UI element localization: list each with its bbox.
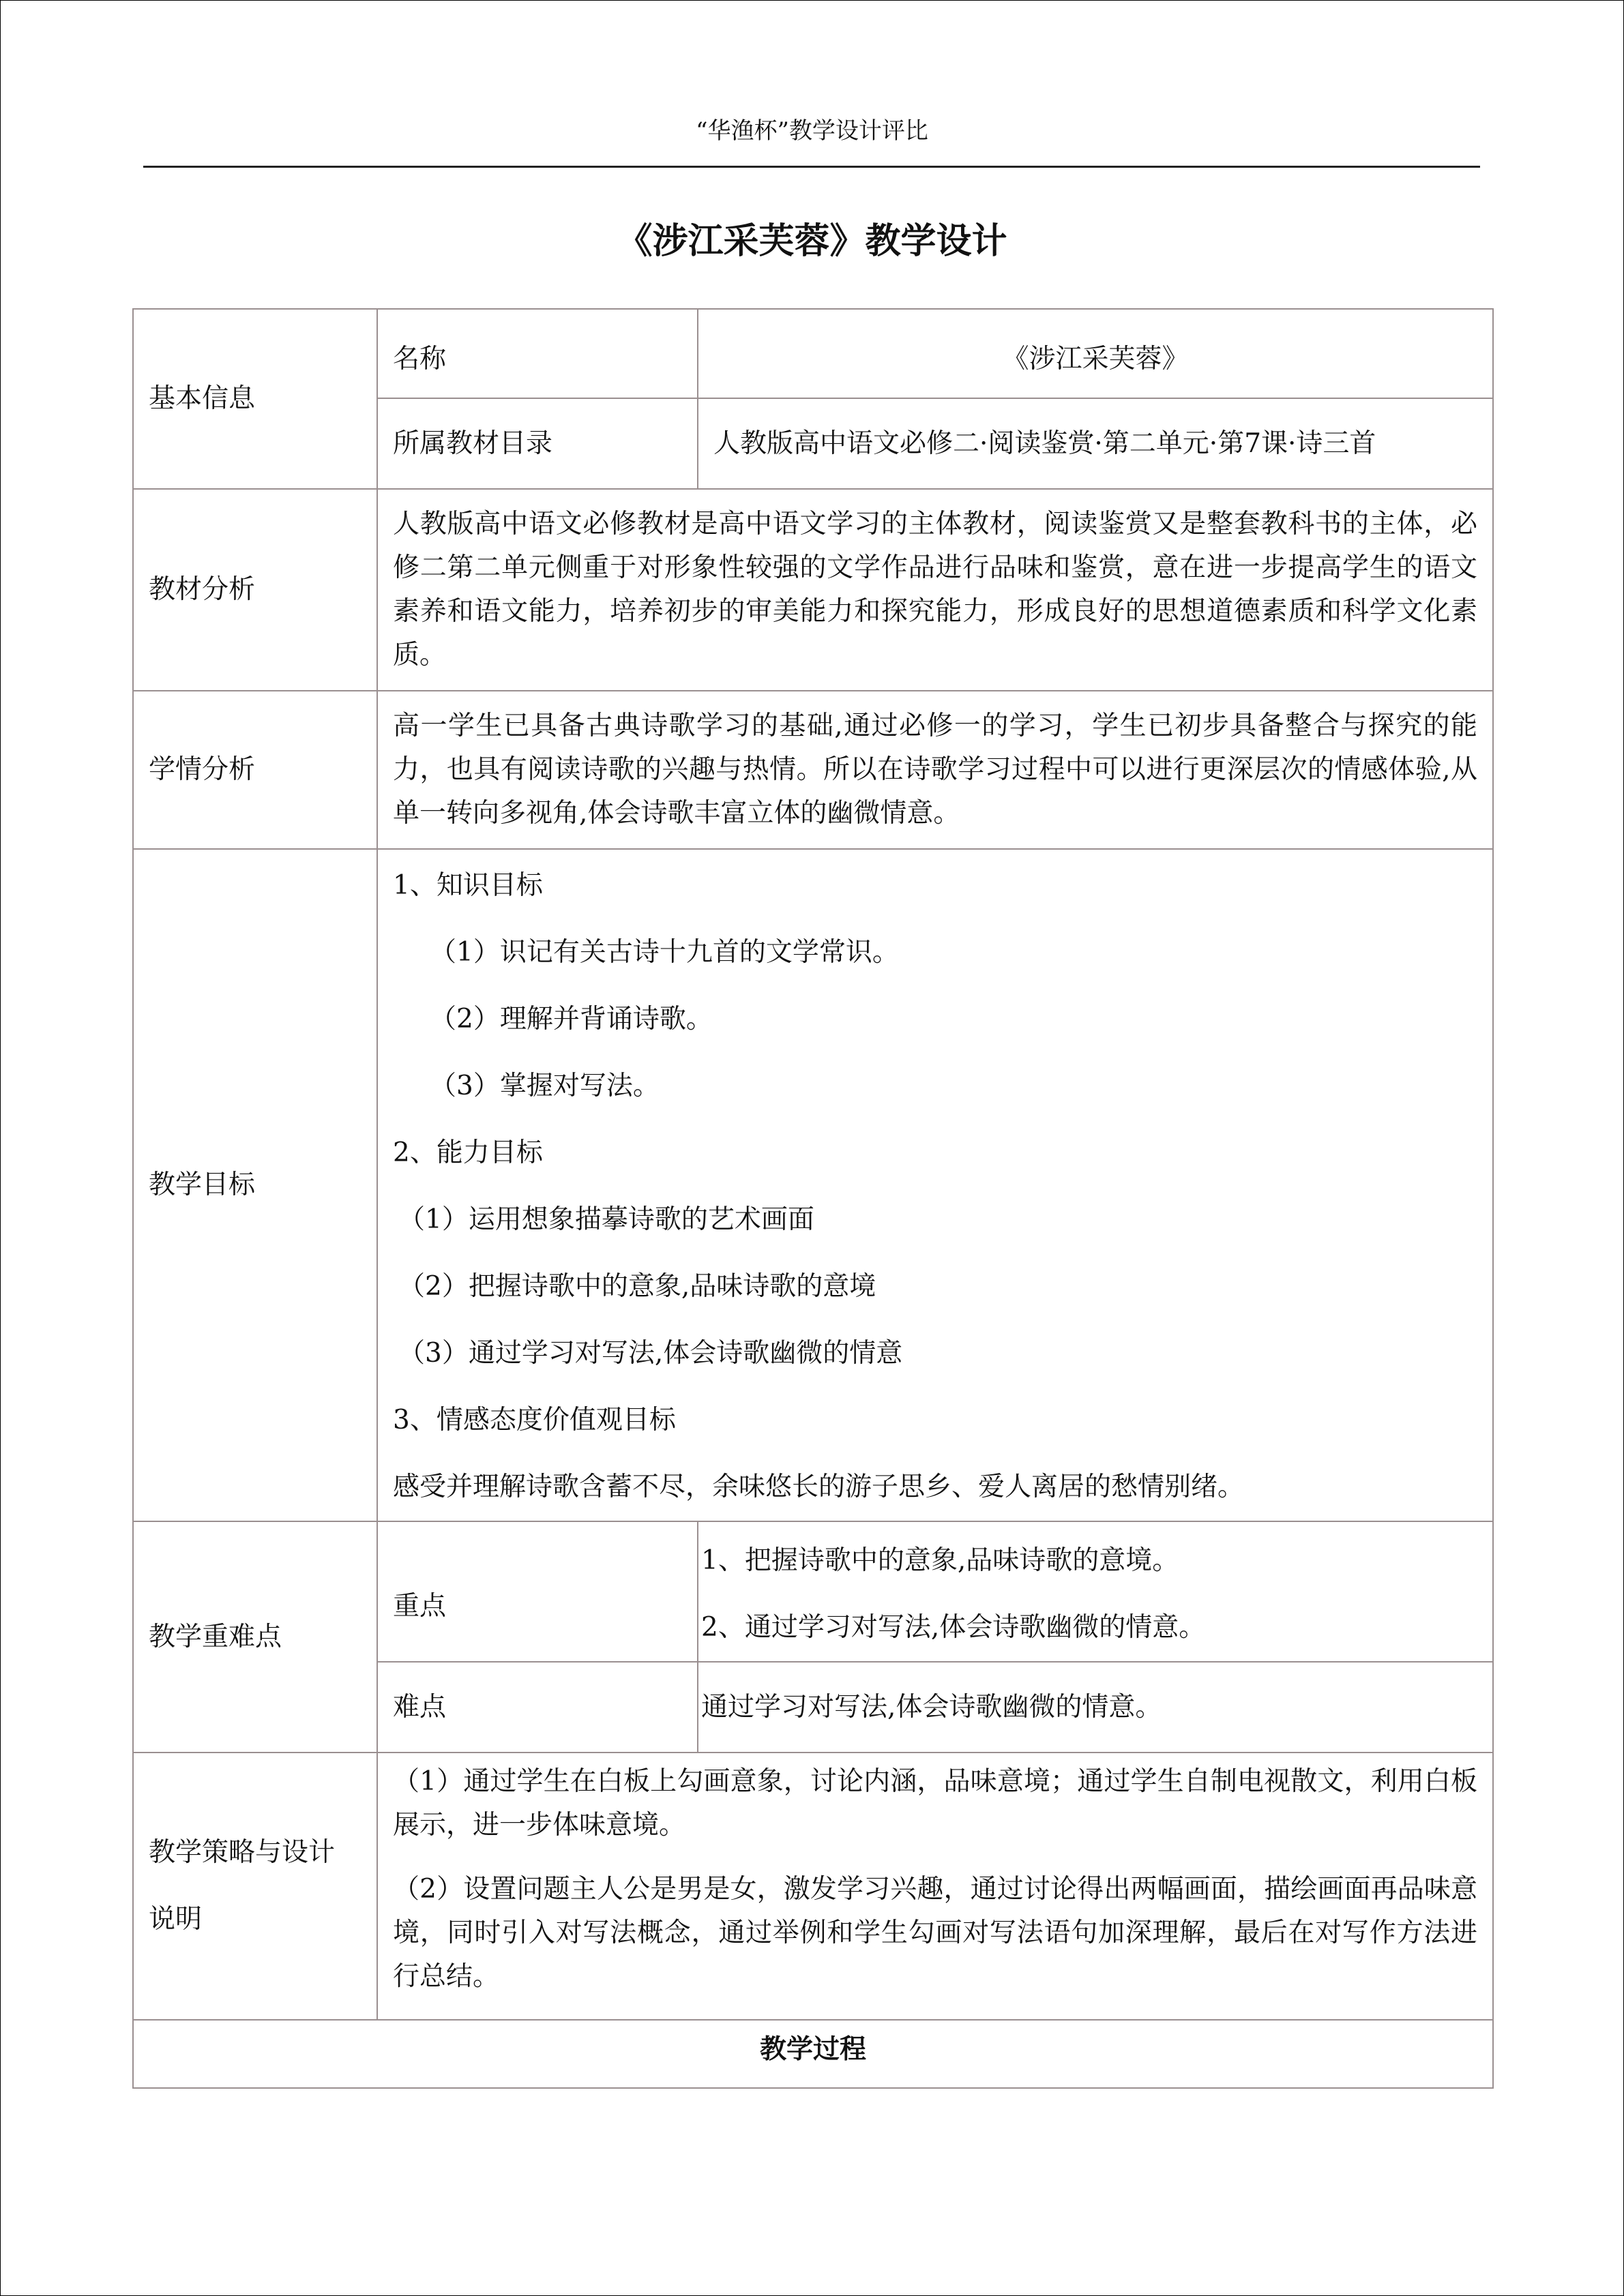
ability-item: （2）把握诗歌中的意象,品味诗歌的意境 xyxy=(398,1271,876,1302)
knowledge-item: （1）识记有关古诗十九首的文学常识。 xyxy=(430,937,899,968)
difficult-text: 通过学习对写法,体会诗歌幽微的情意。 xyxy=(698,1662,1493,1753)
ability-item: （3）通过学习对写法,体会诗歌幽微的情意 xyxy=(398,1338,903,1369)
key-points-label: 教学重难点 xyxy=(133,1521,377,1753)
page-header: “华渔杯”教学设计评比 xyxy=(696,117,928,145)
process-heading: 教学过程 xyxy=(133,2020,1493,2088)
emotion-heading: 3、情感态度价值观目标 xyxy=(393,1405,676,1435)
strategy-content xyxy=(377,1753,1493,2020)
row-process xyxy=(133,2020,1493,2088)
material-analysis-label: 教材分析 xyxy=(133,489,377,691)
row-material-analysis xyxy=(133,489,1493,691)
row-student-analysis xyxy=(133,691,1493,849)
header-divider xyxy=(143,166,1480,168)
strategy-paragraph: （1）通过学生在白板上勾画意象，讨论内涵，品味意境；通过学生自制电视散文，利用白板展示，进一步体味意境。 xyxy=(393,1766,1478,1840)
student-analysis-label: 学情分析 xyxy=(133,691,377,849)
document-title: 《涉江采芙蓉》教学设计 xyxy=(617,220,1007,262)
row-teaching-goals xyxy=(133,849,1493,1521)
material-analysis-text: 人教版高中语文必修教材是高中语文学习的主体教材，阅读鉴赏又是整套教科书的主体，必修二第二单元侧重于对形象性较强的文学作品进行品味和鉴赏，意在进一步提高学生的语文素养和语文能力，培养初步的审美能力和探究能力，形成良好的思想道德素质和科学文化素质。 xyxy=(377,489,1493,691)
row-strategy xyxy=(133,1753,1493,2020)
key-label: 重点 xyxy=(377,1521,698,1662)
key-item: 1、把握诗歌中的意象,品味诗歌的意境。 xyxy=(701,1545,1179,1576)
strategy-label-line1: 教学策略与设计 xyxy=(149,1837,336,1868)
strategy-label xyxy=(133,1753,377,2020)
name-value: 《涉江采芙蓉》 xyxy=(698,309,1493,398)
teaching-goals-content xyxy=(377,849,1493,1521)
emotion-text: 感受并理解诗歌含蓄不尽，余味悠长的游子思乡、爱人离居的愁情别绪。 xyxy=(393,1472,1245,1502)
basic-info-label: 基本信息 xyxy=(133,309,377,489)
row-basic-name xyxy=(133,309,1493,398)
catalog-value: 人教版高中语文必修二·阅读鉴赏·第二单元·第7课·诗三首 xyxy=(698,398,1493,489)
name-label: 名称 xyxy=(377,309,698,398)
ability-heading: 2、能力目标 xyxy=(393,1137,543,1168)
strategy-paragraph: （2）设置问题主人公是男是女，激发学习兴趣，通过讨论得出两幅画面，描绘画面再品味意境，同时引入对写法概念，通过举例和学生勾画对写法语句加深理解，最后在对写作方法进行总结。 xyxy=(393,1874,1478,1992)
key-item: 2、通过学习对写法,体会诗歌幽微的情意。 xyxy=(701,1612,1206,1643)
key-content xyxy=(698,1521,1493,1662)
difficult-label: 难点 xyxy=(377,1662,698,1753)
teaching-goals-label: 教学目标 xyxy=(133,849,377,1521)
strategy-label-line2: 说明 xyxy=(149,1904,203,1935)
knowledge-item: （3）掌握对写法。 xyxy=(430,1071,660,1101)
ability-item: （1）运用想象描摹诗歌的艺术画面 xyxy=(398,1204,814,1235)
lesson-plan-table xyxy=(132,308,1494,2089)
student-analysis-text: 高一学生已具备古典诗歌学习的基础,通过必修一的学习，学生已初步具备整合与探究的能力，也具有阅读诗歌的兴趣与热情。所以在诗歌学习过程中可以进行更深层次的情感体验,从单一转向多视角,体会诗歌丰富立体的幽微情意。 xyxy=(377,691,1493,849)
catalog-label: 所属教材目录 xyxy=(377,398,698,489)
knowledge-item: （2）理解并背诵诗歌。 xyxy=(430,1004,713,1034)
row-key-points xyxy=(133,1521,1493,1662)
knowledge-heading: 1、知识目标 xyxy=(393,870,543,901)
